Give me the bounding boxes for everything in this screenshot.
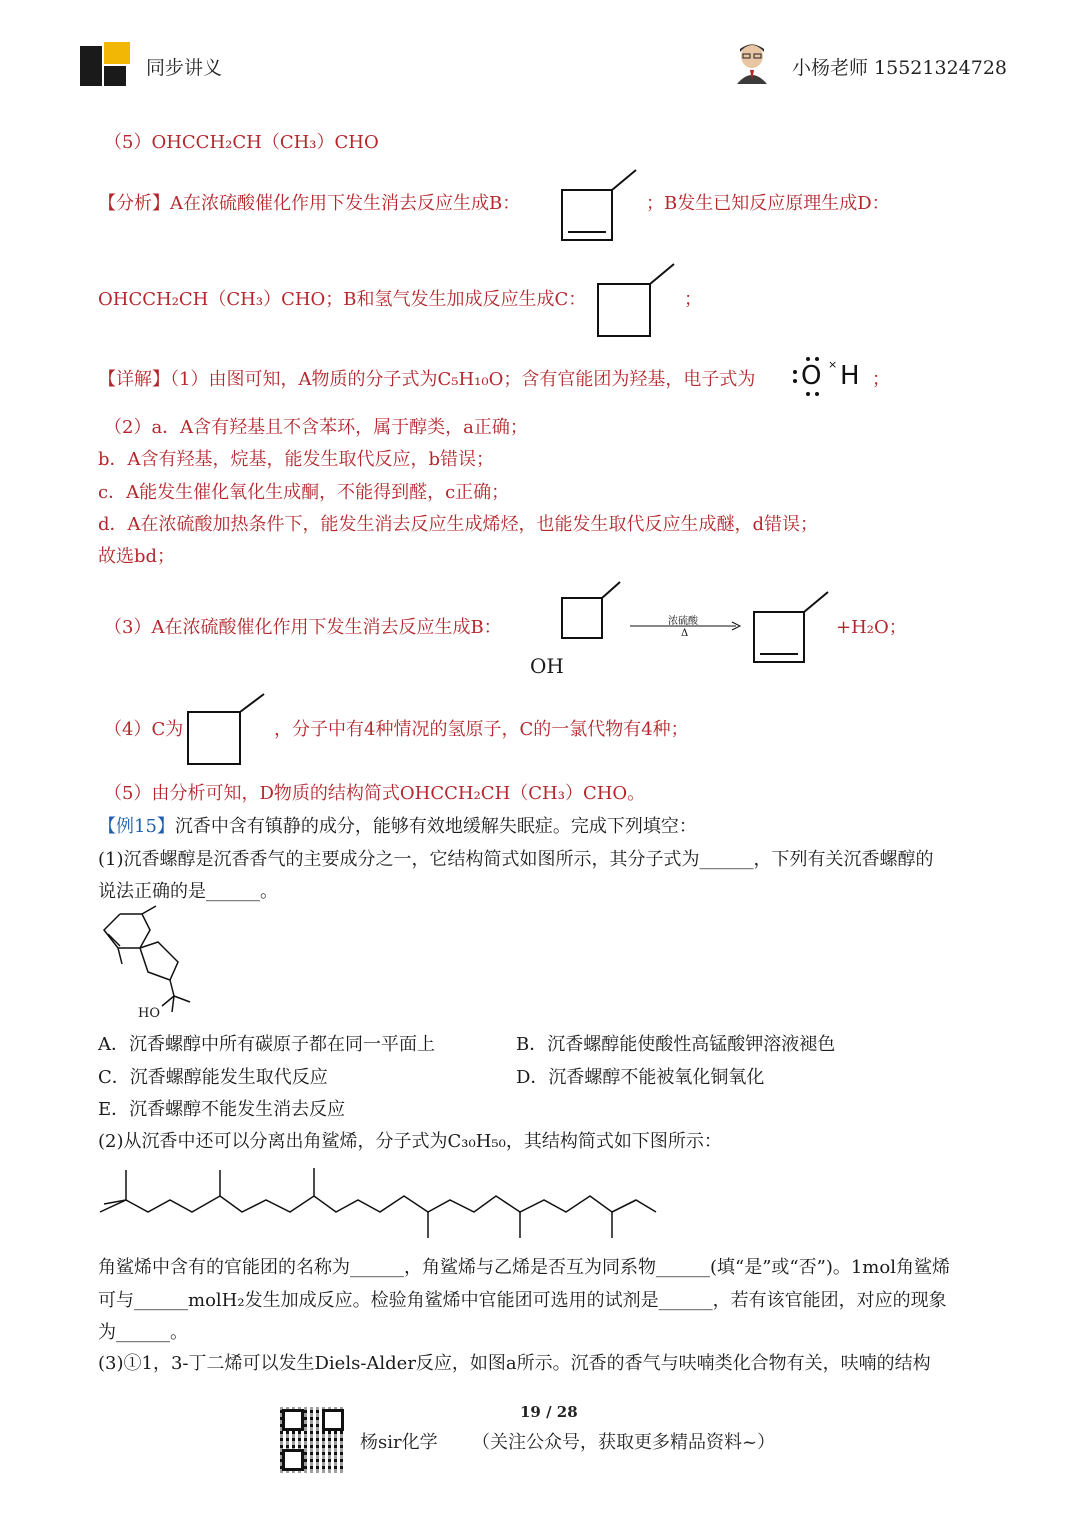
detail-line9: （5）由分析可知，D物质的结构简式OHCCH₂CH（CH₃）CHO。 [104, 783, 646, 804]
analysis-line1b: ；B发生已知反应原理生成D： [646, 193, 890, 214]
detail-tag: 【详解】 [98, 369, 170, 390]
analysis-line2b: ； [684, 289, 702, 310]
question2: (2)从沉香中还可以分离出角鲨烯，分子式为C₃₀H₅₀，其结构简式如下图所示： [98, 1131, 722, 1152]
cyclobutene-methyl-structure [560, 168, 640, 244]
avatar [734, 40, 770, 84]
methylcyclobutane-c-structure [186, 692, 266, 768]
answer5-top: （5）OHCCH₂CH（CH₃）CHO [104, 132, 379, 153]
detail-line5: d．A在浓硫酸加热条件下，能发生消去反应生成烯烃，也能发生取代反应生成醚，d错误； [98, 514, 819, 535]
analysis-text-a: A在浓硫酸催化作用下发生消去反应生成B： [170, 193, 521, 214]
arrow-condition-bottom: Δ [681, 628, 689, 639]
electron-o: O [801, 361, 822, 391]
analysis-tag: 【分析】 [98, 193, 170, 214]
option-e: E．沉香螺醇不能发生消去反应 [98, 1099, 346, 1120]
ho-label: HO [138, 1006, 160, 1021]
detail-line3: b．A含有羟基，烷基，能发生取代反应，b错误； [98, 449, 495, 470]
analysis-line1 [98, 192, 520, 216]
detail-line7: （3）A在浓硫酸催化作用下发生消去反应生成B： [104, 617, 502, 638]
electron-h: H [840, 361, 860, 391]
detail-line1 [98, 368, 755, 392]
detail-line6: 故选bd； [98, 546, 176, 567]
detail-line8b: ，分子中有4种情况的氢原子，C的一氯代物有4种； [274, 719, 689, 740]
qr-code [280, 1407, 346, 1473]
page-number: 19 / 28 [520, 1403, 578, 1421]
option-a: A．沉香螺醇中所有碳原子都在同一平面上 [98, 1034, 435, 1055]
detail-text-1: （1）由图可知，A物质的分子式为C₅H₁₀O；含有官能团为羟基，电子式为 [170, 369, 756, 390]
question2b: 角鲨烯中含有的官能团的名称为______，角鲨烯与乙烯是否互为同系物______(填“是”或“否”)。1mol角鲨烯 [98, 1257, 950, 1278]
question3: (3)①1，3-丁二烯可以发生Diels-Alder反应，如图a所示。沉香的香气与呋喃类化合物有关，呋喃的结构 [98, 1353, 931, 1374]
question2d: 为______。 [98, 1322, 188, 1343]
svg-text:×: × [828, 358, 838, 371]
squalene-structure [100, 1166, 660, 1242]
methylcyclobutanol-structure [558, 580, 622, 642]
option-d: D．沉香螺醇不能被氧化铜氧化 [516, 1067, 765, 1088]
detail-line1-end: ； [872, 369, 890, 390]
footer-note: （关注公众号，获取更多精品资料~） [472, 1432, 776, 1453]
logo [80, 42, 136, 88]
water-product: +H₂O； [836, 617, 907, 638]
arrow-condition-top: 浓硫酸 [668, 616, 698, 627]
detail-line4: c．A能发生催化氧化生成酮，不能得到醛，c正确； [98, 482, 510, 503]
question1b: 说法正确的是______。 [98, 881, 278, 902]
electron-formula [792, 354, 872, 398]
question2c: 可与______molH₂发生加成反应。检验角鲨烯中官能团可选用的试剂是______，若有该官能团，对应的现象 [98, 1290, 947, 1311]
header-teacher: 小杨老师 15521324728 [792, 57, 1008, 79]
option-c: C．沉香螺醇能发生取代反应 [98, 1067, 328, 1088]
option-b: B．沉香螺醇能使酸性高锰酸钾溶液褪色 [516, 1034, 836, 1055]
detail-line8a: （4）C为 [104, 719, 184, 740]
footer-brand: 杨sir化学 [360, 1432, 438, 1453]
cyclobutene-product-structure [752, 590, 832, 666]
header-title: 同步讲义 [146, 57, 223, 79]
detail-line2: （2）a．A含有羟基且不含苯环，属于醇类，a正确； [104, 417, 528, 438]
example-tag: 【例15】 [98, 816, 175, 837]
example-intro-text: 沉香中含有镇静的成分，能够有效地缓解失眠症。完成下列填空： [174, 816, 697, 837]
example-intro [98, 815, 697, 839]
analysis-line2: OHCCH₂CH（CH₃）CHO；B和氢气发生加成反应生成C： [98, 289, 587, 310]
oh-label: OH [530, 654, 564, 678]
methylcyclobutane-structure [596, 262, 676, 338]
question1a: (1)沉香螺醇是沉香香气的主要成分之一，它结构简式如图所示，其分子式为______，下列有关沉香螺醇的 [98, 849, 934, 870]
